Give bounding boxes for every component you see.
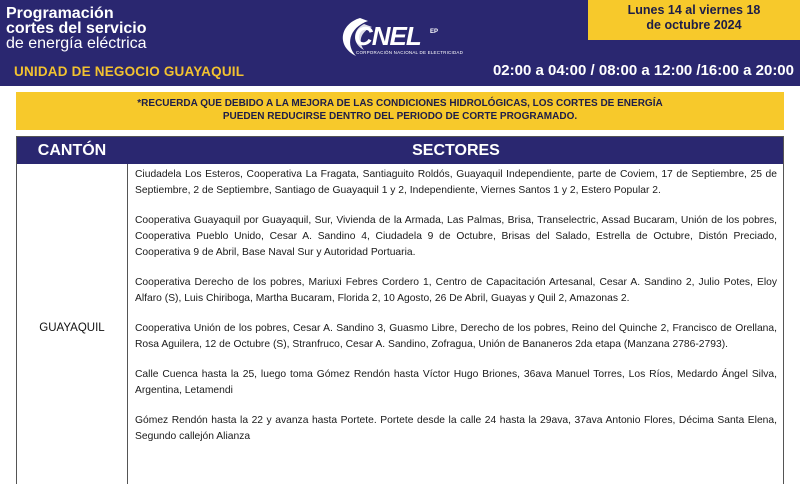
notice-line-1: *RECUERDA QUE DEBIDO A LA MEJORA DE LAS CONDICIONES HIDROLÓGICAS, LOS CORTES DE ENERGÍA: [137, 98, 663, 109]
business-unit-label: UNIDAD DE NEGOCIO GUAYAQUIL: [14, 64, 245, 79]
header-canton: CANTÓN: [37, 142, 107, 159]
notice-banner: [16, 92, 784, 130]
column-divider: [127, 164, 128, 484]
sector-group-3: Cooperativa Derecho de los pobres, Mariuxi Febres Cordero 1, Centro de Capacitación Artesanal, Cesar A. Sandino 2, Julio Potes, Eloy Alfaro (S), Luis Chiriboga, Martha Bucaram, Florida 2, 10 Agosto, 26 De Abril, Guayas y Quil 2, Amazonas 2.: [135, 277, 777, 304]
sectors-cell: [135, 167, 777, 459]
outage-table: [16, 136, 784, 484]
sector-group-4: Cooperativa Unión de los pobres, Cesar A. Sandino 3, Guasmo Libre, Derecho de los pobres, Reino del Quinche 2, Francisco de Orellana, Rosa Aguilera, 12 de Octubre (S), Stranfruco, Cesar A. Sandino, Zofragua, Unión de Bananeros 2da etapa (Manzana 2786-2793).: [135, 323, 777, 350]
date-line-1: Lunes 14 al viernes 18: [627, 3, 761, 17]
logo-suffix: EP: [430, 29, 439, 35]
header-sectores: SECTORES: [412, 142, 500, 159]
header-banner: [0, 0, 800, 86]
canton-cell: [17, 164, 127, 484]
logo-tagline: CORPORACIÓN NACIONAL DE ELECTRICIDAD: [356, 50, 464, 55]
title-line-2: cortes del servicio: [6, 20, 147, 37]
title-line-3: de energía eléctrica: [6, 35, 147, 52]
title-line-1: Programación: [6, 5, 114, 22]
notice-line-2: PUEDEN REDUCIRSE DENTRO DEL PERIODO DE CORTE PROGRAMADO.: [222, 111, 578, 122]
cnel-logo: [334, 10, 474, 62]
logo-wordmark: CNEL: [354, 21, 421, 51]
table-header: [17, 137, 783, 164]
date-line-2: de octubre 2024: [646, 18, 742, 32]
outage-schedule: 02:00 a 04:00 / 08:00 a 12:00 /16:00 a 20:00: [492, 62, 794, 79]
title-block: [6, 6, 147, 51]
sector-group-6: Gómez Rendón hasta la 22 y avanza hasta Portete. Portete desde la calle 24 hasta la 29ava, 37ava Antonio Flores, Décima Santa Elena, Segundo callejón Alianza: [135, 415, 777, 442]
canton-name: GUAYAQUIL: [39, 322, 105, 334]
sector-group-5: Calle Cuenca hasta la 25, luego toma Gómez Rendón hasta Víctor Hugo Briones, 36ava Manuel Torres, Los Ríos, Medardo Ángel Silva, Argentina, Letamendi: [135, 369, 777, 396]
date-range-box: [588, 0, 800, 40]
sector-group-2: Cooperativa Guayaquil por Guayaquil, Sur, Vivienda de la Armada, Las Palmas, Brisa, Transelectric, Assad Bucaram, Unión de los pobres, Cooperativa Pueblo Unido, Cesar A. Sandino 4, Ciudadela 9 de Octubre, Brisas del Salado, Estrella de Octubre, Distón Preciado, Cooperativa 9 de Abril, Base Naval Sur y Autoridad Portuaria.: [135, 215, 777, 258]
sector-group-1: Ciudadela Los Esteros, Cooperativa La Fragata, Santiaguito Roldós, Guayaquil Independiente, parte de Coviem, 17 de Septiembre, 25 de Septiembre, 2 de Septiembre, Santiago de Guayaquil 1 y 2, Independiente, Viernes Santos 1 y 2, Estero Popular 2.: [135, 169, 777, 196]
